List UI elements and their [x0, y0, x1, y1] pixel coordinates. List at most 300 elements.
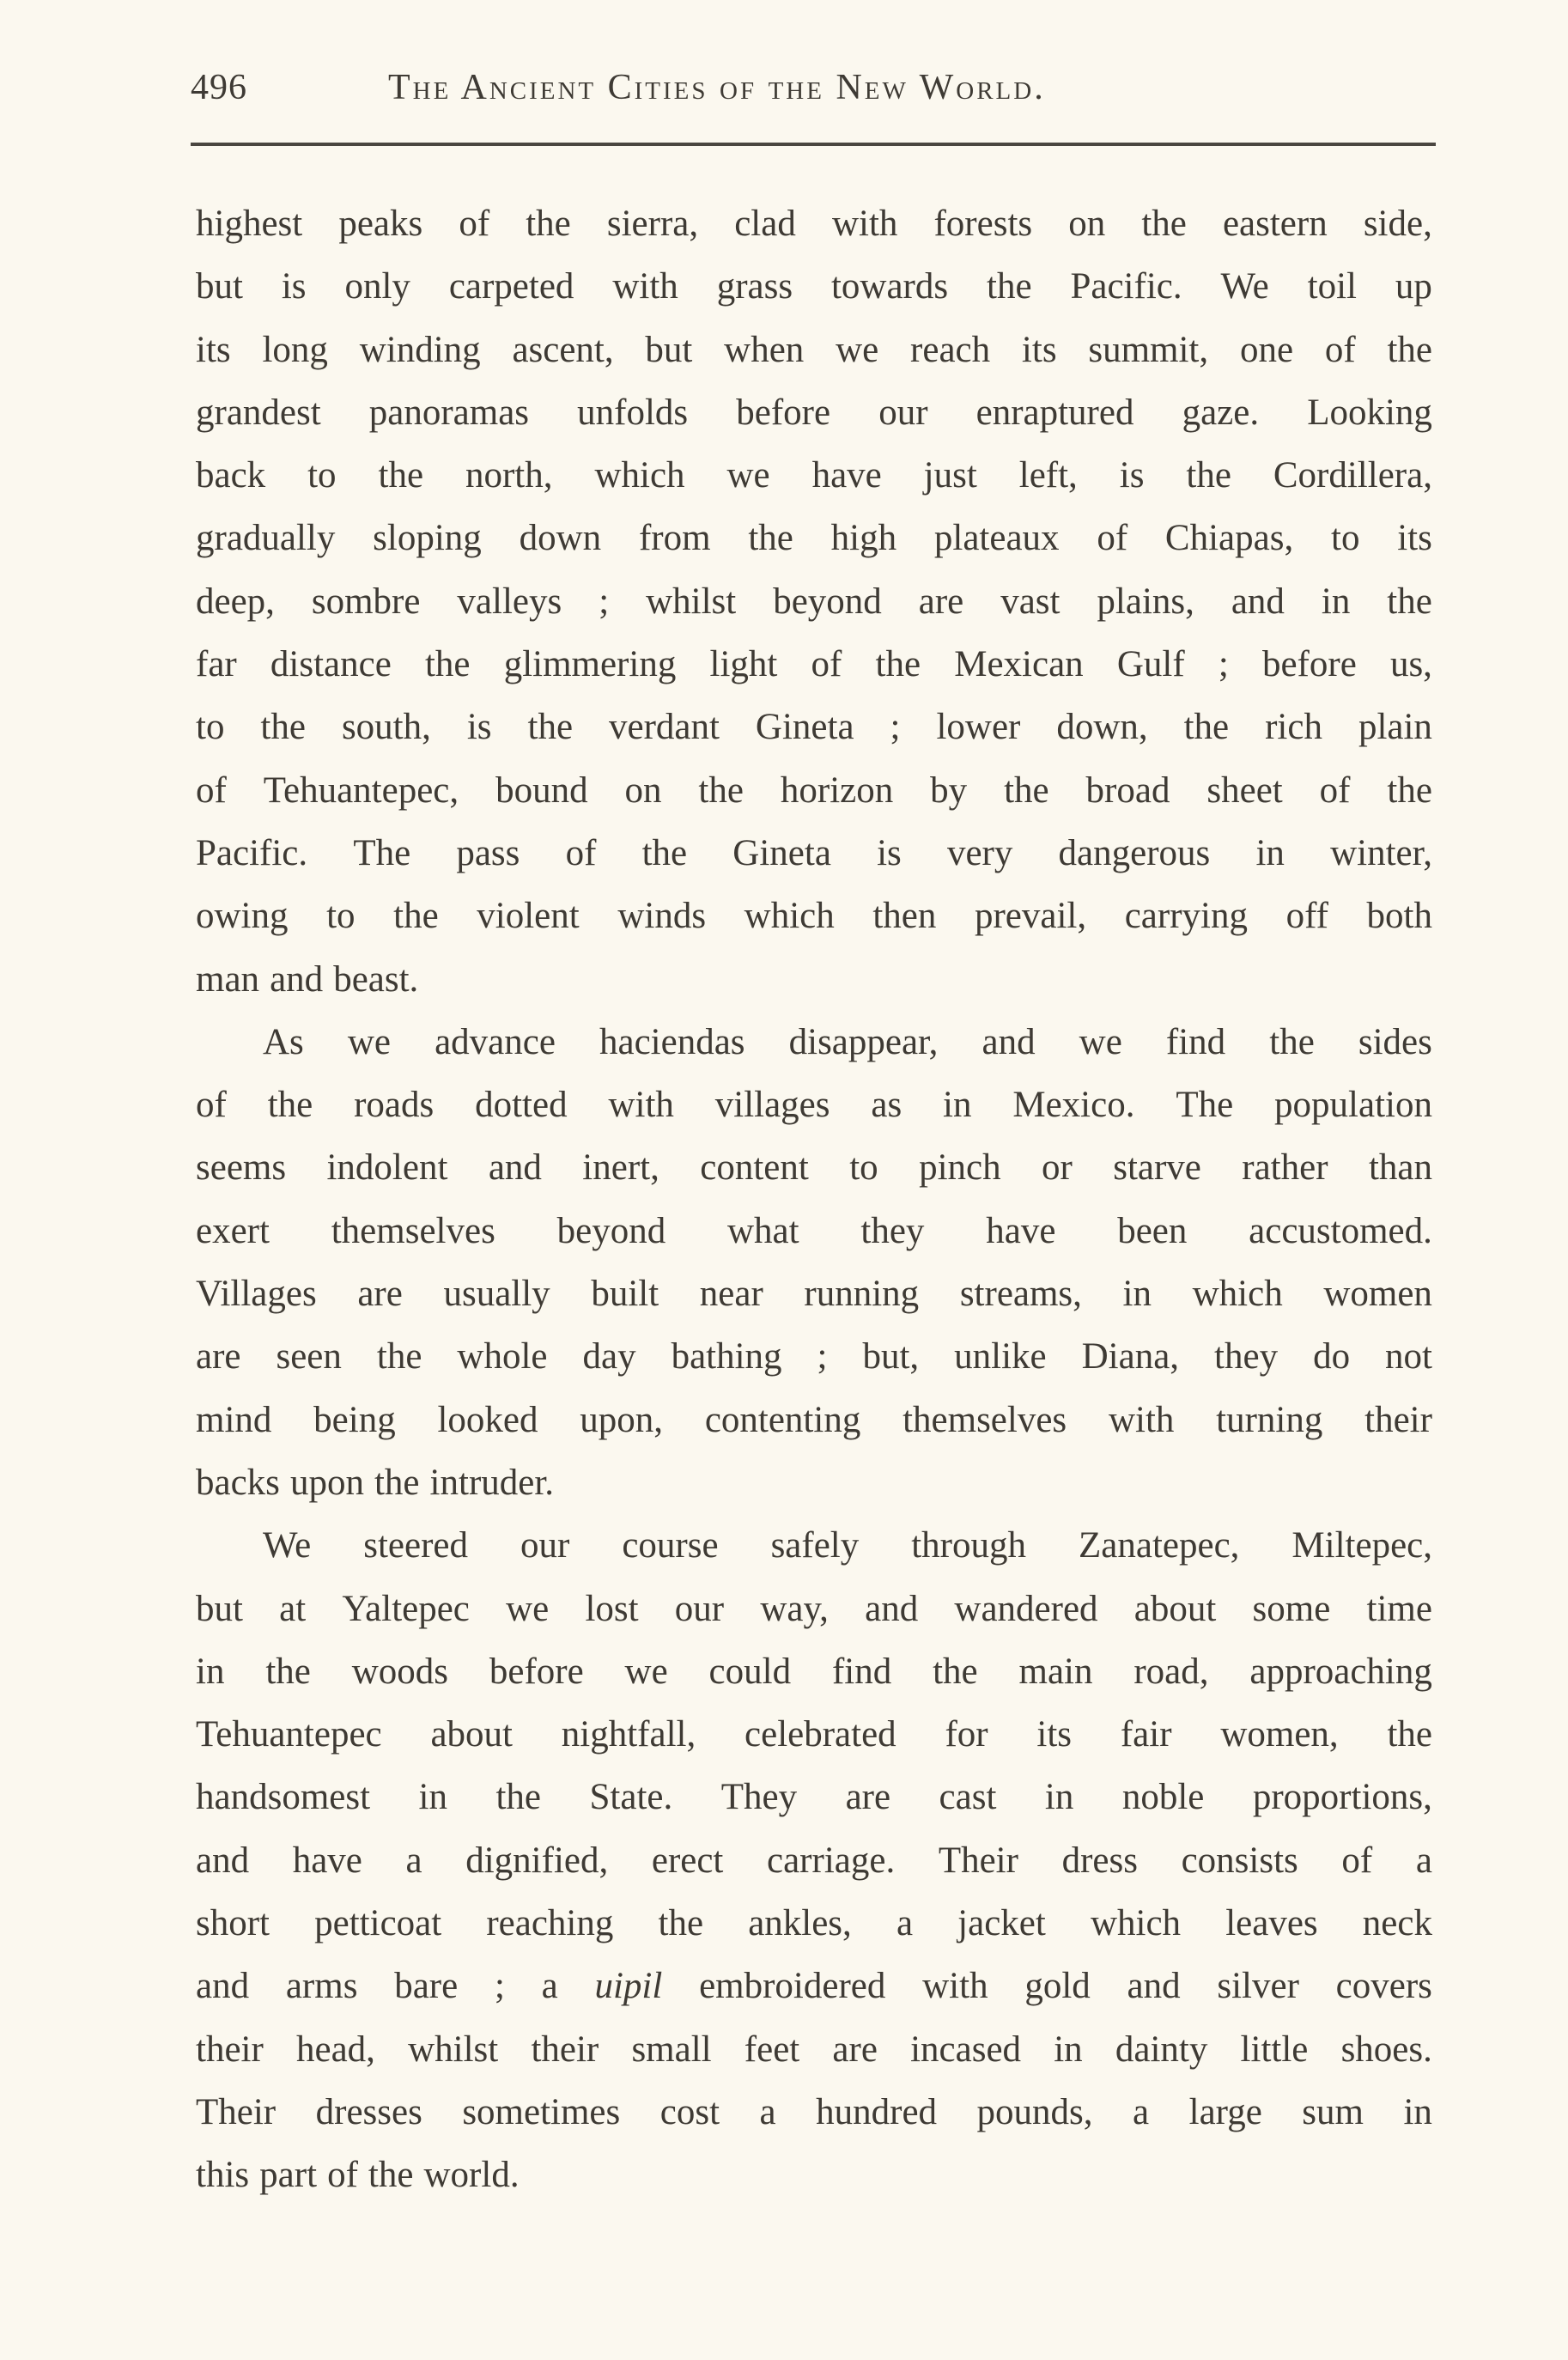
word: panoramas: [368, 392, 530, 433]
word: which: [744, 896, 835, 937]
word: off: [1285, 896, 1328, 937]
word: and: [488, 1147, 542, 1189]
word: We: [1220, 266, 1269, 307]
text-line: [196, 1325, 1432, 1388]
word: advance: [435, 1021, 556, 1062]
word: very: [946, 832, 1013, 873]
word: plains,: [1097, 581, 1194, 622]
word: or: [1042, 1147, 1073, 1189]
word: road,: [1133, 1651, 1209, 1692]
word: gradually: [196, 518, 336, 559]
word: dresses: [315, 2091, 422, 2132]
word: with: [1108, 1399, 1175, 1440]
word: Gineta: [732, 832, 831, 873]
word: by: [930, 769, 968, 811]
word: course: [622, 1525, 719, 1566]
word: looked: [437, 1399, 538, 1440]
body-text: [196, 192, 1432, 2207]
word: our: [520, 1525, 570, 1566]
word: lost: [585, 1588, 639, 1629]
word: a: [1133, 2091, 1150, 2132]
word: are: [918, 581, 964, 622]
word: distance: [270, 644, 392, 685]
word: arms: [285, 1966, 358, 2007]
word: and: [865, 1588, 919, 1629]
word: in: [1403, 2091, 1432, 2132]
word: Pacific.: [1070, 266, 1182, 307]
word: toil: [1307, 266, 1357, 307]
word: are: [196, 1336, 241, 1378]
word: the: [698, 769, 744, 811]
word: rich: [1265, 707, 1322, 748]
word: State.: [589, 1777, 673, 1818]
word: we: [836, 329, 879, 370]
word: The: [353, 832, 411, 873]
word: glimmering: [503, 644, 677, 685]
word: which: [1090, 1903, 1182, 1944]
word: their: [196, 2029, 264, 2070]
word: the: [267, 1085, 313, 1126]
word: sierra,: [606, 204, 699, 244]
word: dotted: [475, 1085, 568, 1126]
word: we: [506, 1588, 550, 1629]
word: As: [263, 1021, 304, 1062]
text-line: [196, 1955, 1432, 2017]
word: the: [368, 2155, 414, 2196]
word: broad: [1085, 769, 1170, 811]
word: of: [565, 832, 597, 873]
text-line: [196, 1578, 1432, 1640]
word: time: [1366, 1588, 1432, 1629]
word: a: [541, 1966, 558, 2007]
word: streams,: [959, 1274, 1082, 1315]
word: our: [878, 392, 928, 433]
word: the: [658, 1903, 704, 1944]
text-line: [196, 948, 1432, 1011]
word: safely: [770, 1525, 860, 1566]
word: side,: [1363, 204, 1432, 244]
word: we: [726, 455, 770, 496]
text-line: [196, 1703, 1432, 1766]
word: fair: [1120, 1714, 1172, 1755]
word: in: [418, 1777, 447, 1818]
word: carpeted: [448, 266, 574, 307]
word: we: [624, 1651, 668, 1692]
text-line: [196, 1262, 1432, 1325]
text-line: [196, 822, 1432, 885]
word: Yaltepec: [342, 1588, 470, 1629]
word: is: [1119, 455, 1145, 496]
word: upon,: [580, 1399, 664, 1440]
word: the: [1004, 769, 1049, 811]
word: been: [1117, 1210, 1188, 1251]
word: content: [700, 1147, 809, 1189]
word: gaze.: [1182, 392, 1260, 433]
text-line: [196, 255, 1432, 318]
word: part: [259, 2155, 318, 2196]
word: dangerous: [1058, 832, 1211, 873]
word: the: [1387, 581, 1432, 622]
word: peaks: [338, 204, 423, 244]
word: but,: [862, 1336, 920, 1378]
word: horizon: [780, 769, 894, 811]
word: little: [1240, 2029, 1309, 2070]
word: covers: [1335, 1966, 1432, 2007]
text-line: [196, 696, 1432, 758]
word: ankles,: [748, 1903, 852, 1944]
word: to: [1331, 518, 1360, 559]
word: of: [327, 2155, 358, 2196]
word: uipil: [594, 1966, 663, 2007]
word: built: [591, 1274, 659, 1315]
word: world.: [423, 2155, 520, 2196]
word: south,: [341, 707, 431, 748]
word: woods: [351, 1651, 449, 1692]
word: disappear,: [788, 1021, 939, 1062]
word: us,: [1389, 644, 1432, 685]
word: when: [724, 329, 805, 370]
word: contenting: [704, 1399, 861, 1440]
text-line: [196, 1136, 1432, 1199]
word: our: [674, 1588, 725, 1629]
text-line: [196, 759, 1432, 822]
word: and: [1231, 581, 1285, 622]
word: and: [982, 1021, 1036, 1062]
word: at: [279, 1588, 307, 1629]
page-number: 496: [191, 68, 247, 107]
word: whilst: [646, 581, 737, 622]
word: about: [430, 1714, 513, 1755]
word: whole: [457, 1336, 548, 1378]
word: on: [1068, 204, 1106, 244]
word: than: [1368, 1147, 1432, 1189]
word: of: [1341, 1840, 1373, 1881]
word: mind: [196, 1399, 272, 1440]
text-line: [196, 1640, 1432, 1703]
word: find: [831, 1651, 892, 1692]
word: leaves: [1225, 1903, 1318, 1944]
word: a: [759, 2091, 776, 2132]
word: turning: [1216, 1399, 1323, 1440]
word: dignified,: [465, 1840, 609, 1881]
word: one: [1239, 329, 1294, 370]
word: and: [1127, 1966, 1181, 2007]
word: before: [736, 392, 831, 433]
word: the: [424, 644, 471, 685]
word: feet: [744, 2029, 800, 2070]
word: light: [709, 644, 778, 685]
word: Pacific.: [196, 832, 308, 873]
word: proportions,: [1252, 1777, 1432, 1818]
word: grandest: [196, 392, 321, 433]
word: is: [281, 266, 307, 307]
word: the: [376, 1336, 422, 1378]
word: and: [196, 1966, 250, 2007]
word: gold: [1024, 1966, 1091, 2007]
word: the: [526, 204, 571, 244]
word: seen: [276, 1336, 342, 1378]
word: beyond: [773, 581, 882, 622]
word: nightfall,: [561, 1714, 696, 1755]
word: population: [1274, 1085, 1432, 1126]
word: main: [1018, 1651, 1093, 1692]
word: winding: [359, 329, 481, 370]
word: Mexican: [954, 644, 1084, 685]
text-line: [196, 381, 1432, 444]
word: the: [1183, 707, 1230, 748]
word: cost: [659, 2091, 720, 2132]
word: Zanatepec,: [1079, 1525, 1240, 1566]
running-header: [191, 67, 1436, 127]
word: plateaux: [933, 518, 1060, 559]
word: the: [527, 707, 574, 748]
word: pinch: [919, 1147, 1001, 1189]
word: whilst: [408, 2029, 499, 2070]
word: with: [608, 1085, 674, 1126]
text-line: [196, 444, 1432, 507]
word: Tehuantepec: [196, 1714, 382, 1755]
word: left,: [1018, 455, 1078, 496]
word: inert,: [582, 1147, 659, 1189]
word: is: [466, 707, 492, 748]
text-line: [196, 1892, 1432, 1955]
word: its: [1397, 518, 1432, 559]
word: celebrated: [744, 1714, 896, 1755]
word: haciendas: [599, 1021, 745, 1062]
word: do: [1313, 1336, 1351, 1378]
word: some: [1252, 1588, 1331, 1629]
word: with: [922, 1966, 988, 2007]
word: their: [531, 2029, 599, 2070]
text-line: [196, 1514, 1432, 1577]
word: the: [875, 644, 921, 685]
word: about: [1133, 1588, 1217, 1629]
word: man: [196, 958, 260, 1000]
word: ;: [1218, 644, 1229, 685]
word: but: [196, 266, 243, 307]
word: they: [860, 1210, 925, 1251]
word: the: [1186, 455, 1231, 496]
word: to: [307, 455, 337, 496]
word: day: [582, 1336, 636, 1378]
word: down: [519, 518, 602, 559]
word: sombre: [311, 581, 421, 622]
word: accustomed.: [1249, 1210, 1432, 1251]
word: in: [943, 1085, 972, 1126]
word: dainty: [1115, 2029, 1208, 2070]
word: head,: [296, 2029, 375, 2070]
word: through: [911, 1525, 1027, 1566]
word: the: [265, 1651, 311, 1692]
word: plain: [1358, 707, 1432, 748]
word: erect: [651, 1840, 724, 1881]
word: from: [638, 518, 711, 559]
word: long: [262, 329, 328, 370]
word: are: [832, 2029, 878, 2070]
text-line: [196, 319, 1432, 381]
word: have: [986, 1210, 1056, 1251]
word: the: [933, 1651, 978, 1692]
word: the: [748, 518, 793, 559]
word: starve: [1113, 1147, 1201, 1189]
word: what: [727, 1210, 799, 1251]
word: women,: [1220, 1714, 1339, 1755]
word: but: [196, 1588, 243, 1629]
word: up: [1395, 266, 1432, 307]
word: to: [849, 1147, 878, 1189]
word: a: [1415, 1840, 1432, 1881]
word: have: [292, 1840, 362, 1881]
word: sides: [1358, 1021, 1432, 1062]
word: indolent: [326, 1147, 448, 1189]
word: for: [945, 1714, 988, 1755]
word: with: [831, 204, 898, 244]
word: clad: [734, 204, 796, 244]
word: Diana,: [1081, 1336, 1180, 1378]
word: we: [1079, 1021, 1122, 1062]
text-line: [196, 570, 1432, 633]
word: and: [270, 958, 324, 1000]
word: grass: [716, 266, 793, 307]
word: the: [260, 707, 306, 748]
word: unfolds: [577, 392, 689, 433]
word: bare: [394, 1966, 459, 2007]
word: backs: [196, 1462, 280, 1503]
word: women: [1323, 1274, 1432, 1315]
word: petticoat: [314, 1903, 442, 1944]
word: valleys: [457, 581, 562, 622]
word: of: [1324, 329, 1356, 370]
text-line: [196, 1200, 1432, 1262]
word: in: [196, 1651, 225, 1692]
word: of: [459, 204, 490, 244]
word: violent: [477, 896, 580, 937]
word: sum: [1302, 2091, 1364, 2132]
word: ;: [599, 581, 610, 622]
word: bound: [495, 769, 588, 811]
word: Villages: [196, 1274, 317, 1315]
header-rule: [191, 143, 1436, 146]
word: high: [830, 518, 897, 559]
word: Chiapas,: [1164, 518, 1294, 559]
text-line: [196, 633, 1432, 696]
word: bathing: [671, 1336, 782, 1378]
word: ;: [890, 707, 901, 748]
word: hundred: [816, 2091, 938, 2132]
word: The: [1176, 1085, 1234, 1126]
word: ascent,: [512, 329, 614, 370]
word: their: [1364, 1399, 1432, 1440]
word: We: [263, 1525, 312, 1566]
word: sheet: [1206, 769, 1283, 811]
word: highest: [196, 204, 303, 244]
word: the: [374, 1462, 420, 1503]
word: seems: [196, 1147, 287, 1189]
word: just: [923, 455, 977, 496]
word: deep,: [196, 581, 275, 622]
word: its: [1021, 329, 1057, 370]
word: Their: [938, 1840, 1018, 1881]
word: in: [1321, 581, 1351, 622]
word: in: [1044, 1777, 1074, 1818]
word: eastern: [1222, 204, 1328, 244]
word: Cordillera,: [1273, 455, 1432, 496]
word: Looking: [1307, 392, 1432, 433]
word: neck: [1362, 1903, 1432, 1944]
word: exert: [196, 1210, 270, 1251]
word: beast.: [333, 958, 419, 1000]
word: could: [708, 1651, 792, 1692]
word: before: [489, 1651, 584, 1692]
word: ;: [494, 1966, 505, 2007]
word: the: [495, 1777, 542, 1818]
word: cast: [939, 1777, 997, 1818]
word: of: [1319, 769, 1351, 811]
word: jacket: [957, 1903, 1046, 1944]
word: lower: [936, 707, 1021, 748]
word: wandered: [954, 1588, 1098, 1629]
word: embroidered: [699, 1966, 886, 2007]
word: of: [196, 1085, 227, 1126]
word: unlike: [954, 1336, 1047, 1378]
word: find: [1165, 1021, 1226, 1062]
word: running: [804, 1274, 920, 1315]
word: dress: [1061, 1840, 1138, 1881]
word: its: [196, 329, 231, 370]
word: verdant: [609, 707, 720, 748]
word: the: [987, 266, 1032, 307]
word: steered: [363, 1525, 468, 1566]
word: the: [1387, 769, 1432, 811]
word: Tehuantepec,: [263, 769, 459, 811]
text-line: [196, 1074, 1432, 1136]
word: silver: [1217, 1966, 1299, 2007]
word: sometimes: [462, 2091, 621, 2132]
word: owing: [196, 896, 289, 937]
word: of: [811, 644, 842, 685]
word: themselves: [331, 1210, 495, 1251]
text-line: [196, 2081, 1432, 2144]
word: short: [196, 1903, 270, 1944]
word: carriage.: [767, 1840, 896, 1881]
word: before: [1261, 644, 1357, 685]
word: this: [196, 2155, 250, 2196]
word: we: [347, 1021, 392, 1062]
word: its: [1036, 1714, 1073, 1755]
word: Gineta: [755, 707, 854, 748]
word: enraptured: [975, 392, 1134, 433]
word: the: [393, 896, 439, 937]
word: usually: [443, 1274, 550, 1315]
word: noble: [1121, 1777, 1205, 1818]
text-line: [196, 192, 1432, 255]
text-line: [196, 1766, 1432, 1828]
word: in: [1255, 832, 1285, 873]
word: the: [641, 832, 688, 873]
text-line: [196, 2018, 1432, 2081]
word: of: [1097, 518, 1128, 559]
word: towards: [830, 266, 949, 307]
word: sloping: [373, 518, 482, 559]
word: forests: [933, 204, 1033, 244]
word: large: [1188, 2091, 1262, 2132]
word: prevail,: [974, 896, 1087, 937]
word: vast: [1000, 581, 1061, 622]
word: to: [196, 707, 225, 748]
word: which: [1192, 1274, 1283, 1315]
word: they: [1214, 1336, 1279, 1378]
word: incased: [910, 2029, 1022, 2070]
